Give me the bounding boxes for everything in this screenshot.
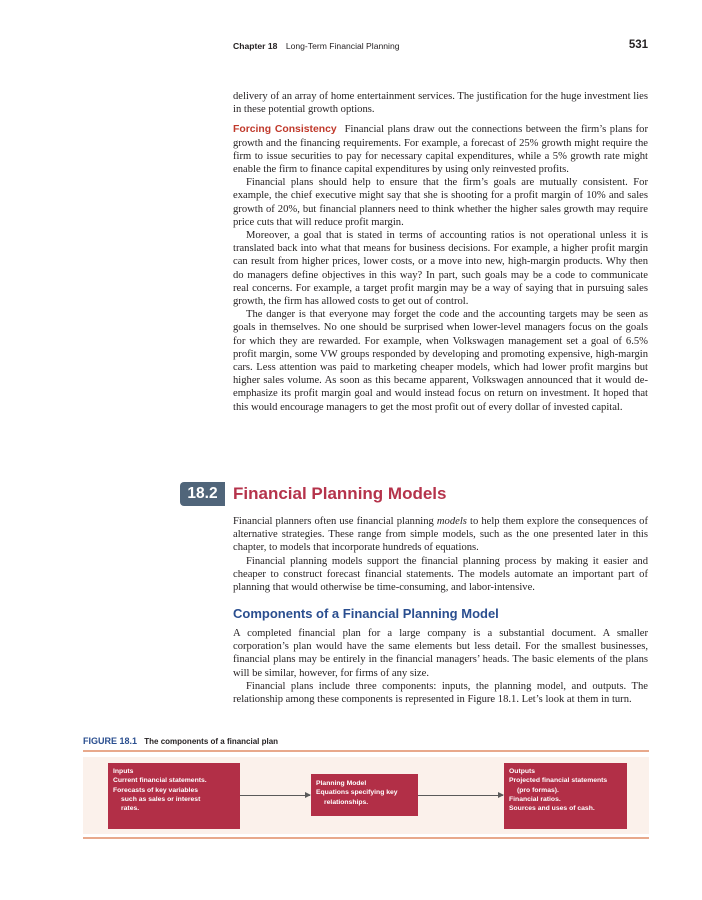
inputs-line: Forecasts of key variables bbox=[113, 786, 199, 794]
chapter-label: Chapter 18 bbox=[233, 41, 278, 51]
section-paragraph: Financial planning models support the financial planning process by making it easier and cheaper to construct forecast financial statements. The models automate an important part of planning that would otherwise be time-consuming, and labor-intensive. bbox=[233, 555, 648, 594]
model-line: Equations specifying key bbox=[316, 789, 398, 797]
section-paragraph bbox=[233, 515, 648, 555]
forcing-consistency-heading: Forcing Consistency bbox=[233, 124, 337, 136]
carryover-paragraph: delivery of an array of home entertainment services. The justification for the huge investment lies in these potential growth options. bbox=[233, 91, 648, 116]
figure-label: FIGURE 18.1 bbox=[83, 736, 138, 746]
body-text-section bbox=[233, 515, 648, 594]
inputs-box bbox=[108, 763, 240, 829]
figure-caption bbox=[83, 736, 278, 746]
figure-caption-text: The components of a financial plan bbox=[144, 737, 279, 746]
section-title: Financial Planning Models bbox=[233, 484, 447, 503]
inputs-line: rates. bbox=[121, 805, 140, 813]
paragraph: Financial plans should help to ensure that the firm’s goals are mutually consistent. For example, the chief executive might say that she is shooting for a profit margin of 10% and sales growth of 20%, but financial planners need to think whether the higher sales growth may require price cuts that will reduce profit margin. bbox=[233, 177, 648, 228]
figure-bottom-rule bbox=[83, 837, 649, 839]
forcing-consistency-paragraph bbox=[233, 123, 648, 176]
outputs-line: Sources and uses of cash. bbox=[509, 805, 595, 813]
inputs-line: Current financial statements. bbox=[113, 777, 207, 785]
outputs-heading: Outputs bbox=[509, 768, 536, 775]
body-text-top bbox=[233, 90, 648, 414]
chapter-title: Long-Term Financial Planning bbox=[285, 41, 400, 51]
body-text-subsection bbox=[233, 627, 648, 706]
paragraph-text: Financial plans draw out the connections between the firm’s plans for growth and the financing requirements. For example, a forecast of 25% growth might require the firm to issue securities to pay for necessary capital expenditures, while a 5% growth rate might enable the firm to finance capital expenditures by using only reinvested profits. bbox=[233, 124, 648, 176]
arrow-inputs-to-model bbox=[240, 795, 310, 796]
inputs-heading: Inputs bbox=[113, 768, 134, 775]
model-line: relationships. bbox=[324, 798, 369, 806]
emphasis-models: models bbox=[436, 516, 467, 527]
paragraph: The danger is that everyone may forget the code and the accounting targets may be seen as goals in themselves. No one should be surprised when lower-level managers focus on the goals for which they are rewarded. For example, when Volkswagen management set a goal of 6.5% profit margin, some VW groups responded by developing and promoting expensive, high-margin cars. Less attention was paid to marketing cheaper models, which had lower profit margins but higher sales volume. As soon as this became apparent, Volkswagen announced that it would de-emphasize its profit margin goal and would instead focus on return on investment. It hoped that this would encourage managers to get the most profit out of every dollar of invested capital. bbox=[233, 309, 648, 413]
inputs-line: such as sales or interest bbox=[121, 795, 201, 803]
running-head bbox=[233, 41, 648, 55]
outputs-line: Projected financial statements bbox=[509, 777, 608, 785]
text-run: to help them explore the consequences of alternative strategies. These range from simple models, such as the one presented later in this chapter, to models that incorporate hundreds of equations. bbox=[233, 516, 648, 554]
model-heading: Planning Model bbox=[316, 780, 367, 787]
arrow-model-to-outputs bbox=[418, 795, 503, 796]
outputs-line: (pro formas). bbox=[517, 786, 559, 794]
outputs-box bbox=[504, 763, 627, 829]
subsection-title: Components of a Financial Planning Model bbox=[233, 606, 499, 621]
section-number-badge: 18.2 bbox=[180, 482, 225, 506]
subsection-paragraph: A completed financial plan for a large company is a substantial document. A smaller corporation’s plan would have the same elements but less detail. For the smallest businesses, financial plans may be entirely in the financial managers’ heads. The basic elements of the plans will be similar, however, for firms of any size. bbox=[233, 628, 648, 679]
paragraph: Moreover, a goal that is stated in terms of accounting ratios is not operational unless it is translated back into what that means for business decisions. For example, a higher profit margin can result from higher prices, lower costs, or a move into new, high-margin products. Why then do managers define objectives in this way? In part, such goals may be a code to communicate real concerns. For example, a target profit margin may be a way of saying that in pursuing sales growth, the firm has allowed costs to get out of control. bbox=[233, 230, 648, 308]
planning-model-box bbox=[311, 774, 418, 816]
figure-top-rule bbox=[83, 750, 649, 752]
text-run: Financial planners often use financial planning bbox=[233, 516, 437, 527]
subsection-paragraph: Financial plans include three components: inputs, the planning model, and outputs. The relationship among these components is represented in Figure 18.1. Let’s look at them in turn. bbox=[233, 680, 648, 706]
outputs-line: Financial ratios. bbox=[509, 795, 561, 803]
page-number: 531 bbox=[628, 39, 648, 51]
